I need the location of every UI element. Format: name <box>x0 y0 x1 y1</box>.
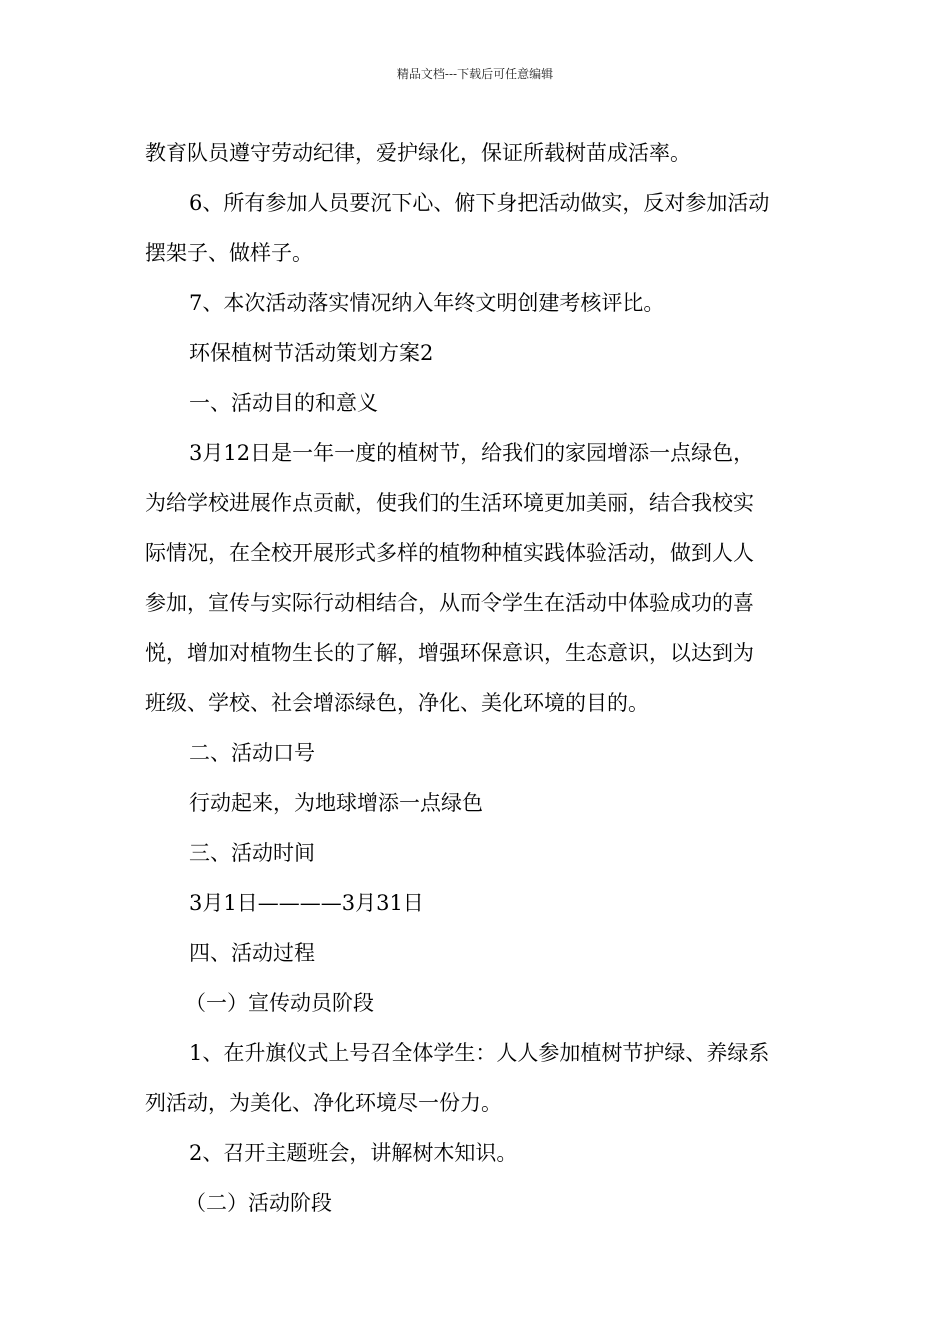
paragraph-line: 为给学校进展作点贡献，使我们的生活环境更加美丽，结合我校实 <box>145 491 754 515</box>
paragraph-line: 3月1日————3月31日 <box>189 891 424 915</box>
document-body <box>145 128 810 1228</box>
paragraph-line: 参加，宣传与实际行动相结合，从而令学生在活动中体验成功的喜 <box>145 591 754 615</box>
paragraph-line: 教育队员遵守劳动纪律，爱护绿化，保证所载树苗成活率。 <box>145 141 691 165</box>
paragraph-line: 2、召开主题班会，讲解树木知识。 <box>189 1141 518 1165</box>
paragraph-line: 1、在升旗仪式上号召全体学生：人人参加植树节护绿、养绿系 <box>189 1041 770 1065</box>
subsection-heading: （一）宣传动员阶段 <box>185 991 374 1015</box>
subsection-heading: （二）活动阶段 <box>185 1191 332 1215</box>
section-title: 环保植树节活动策划方案2 <box>189 341 434 365</box>
section-heading: 四、活动过程 <box>189 941 315 965</box>
paragraph-line: 际情况，在全校开展形式多样的植物种植实践体验活动，做到人人 <box>145 541 754 565</box>
section-heading: 二、活动口号 <box>189 741 315 765</box>
paragraph-line: 班级、学校、社会增添绿色，净化、美化环境的目的。 <box>145 691 649 715</box>
paragraph-line: 行动起来，为地球增添一点绿色 <box>189 791 483 815</box>
paragraph-line: 6、所有参加人员要沉下心、俯下身把活动做实，反对参加活动 <box>189 191 770 215</box>
paragraph-line: 列活动，为美化、净化环境尽一份力。 <box>145 1091 502 1115</box>
section-heading: 三、活动时间 <box>189 841 315 865</box>
paragraph-line: 3月12日是一年一度的植树节，给我们的家园增添一点绿色， <box>189 441 755 465</box>
paragraph-line: 7、本次活动落实情况纳入年终文明创建考核评比。 <box>189 291 665 315</box>
paragraph-line: 摆架子、做样子。 <box>145 241 313 265</box>
page-header: 精品文档---下载后可任意编辑 <box>396 67 554 81</box>
section-heading: 一、活动目的和意义 <box>189 391 378 415</box>
paragraph-line: 悦，增加对植物生长的了解，增强环保意识，生态意识，以达到为 <box>145 641 754 665</box>
